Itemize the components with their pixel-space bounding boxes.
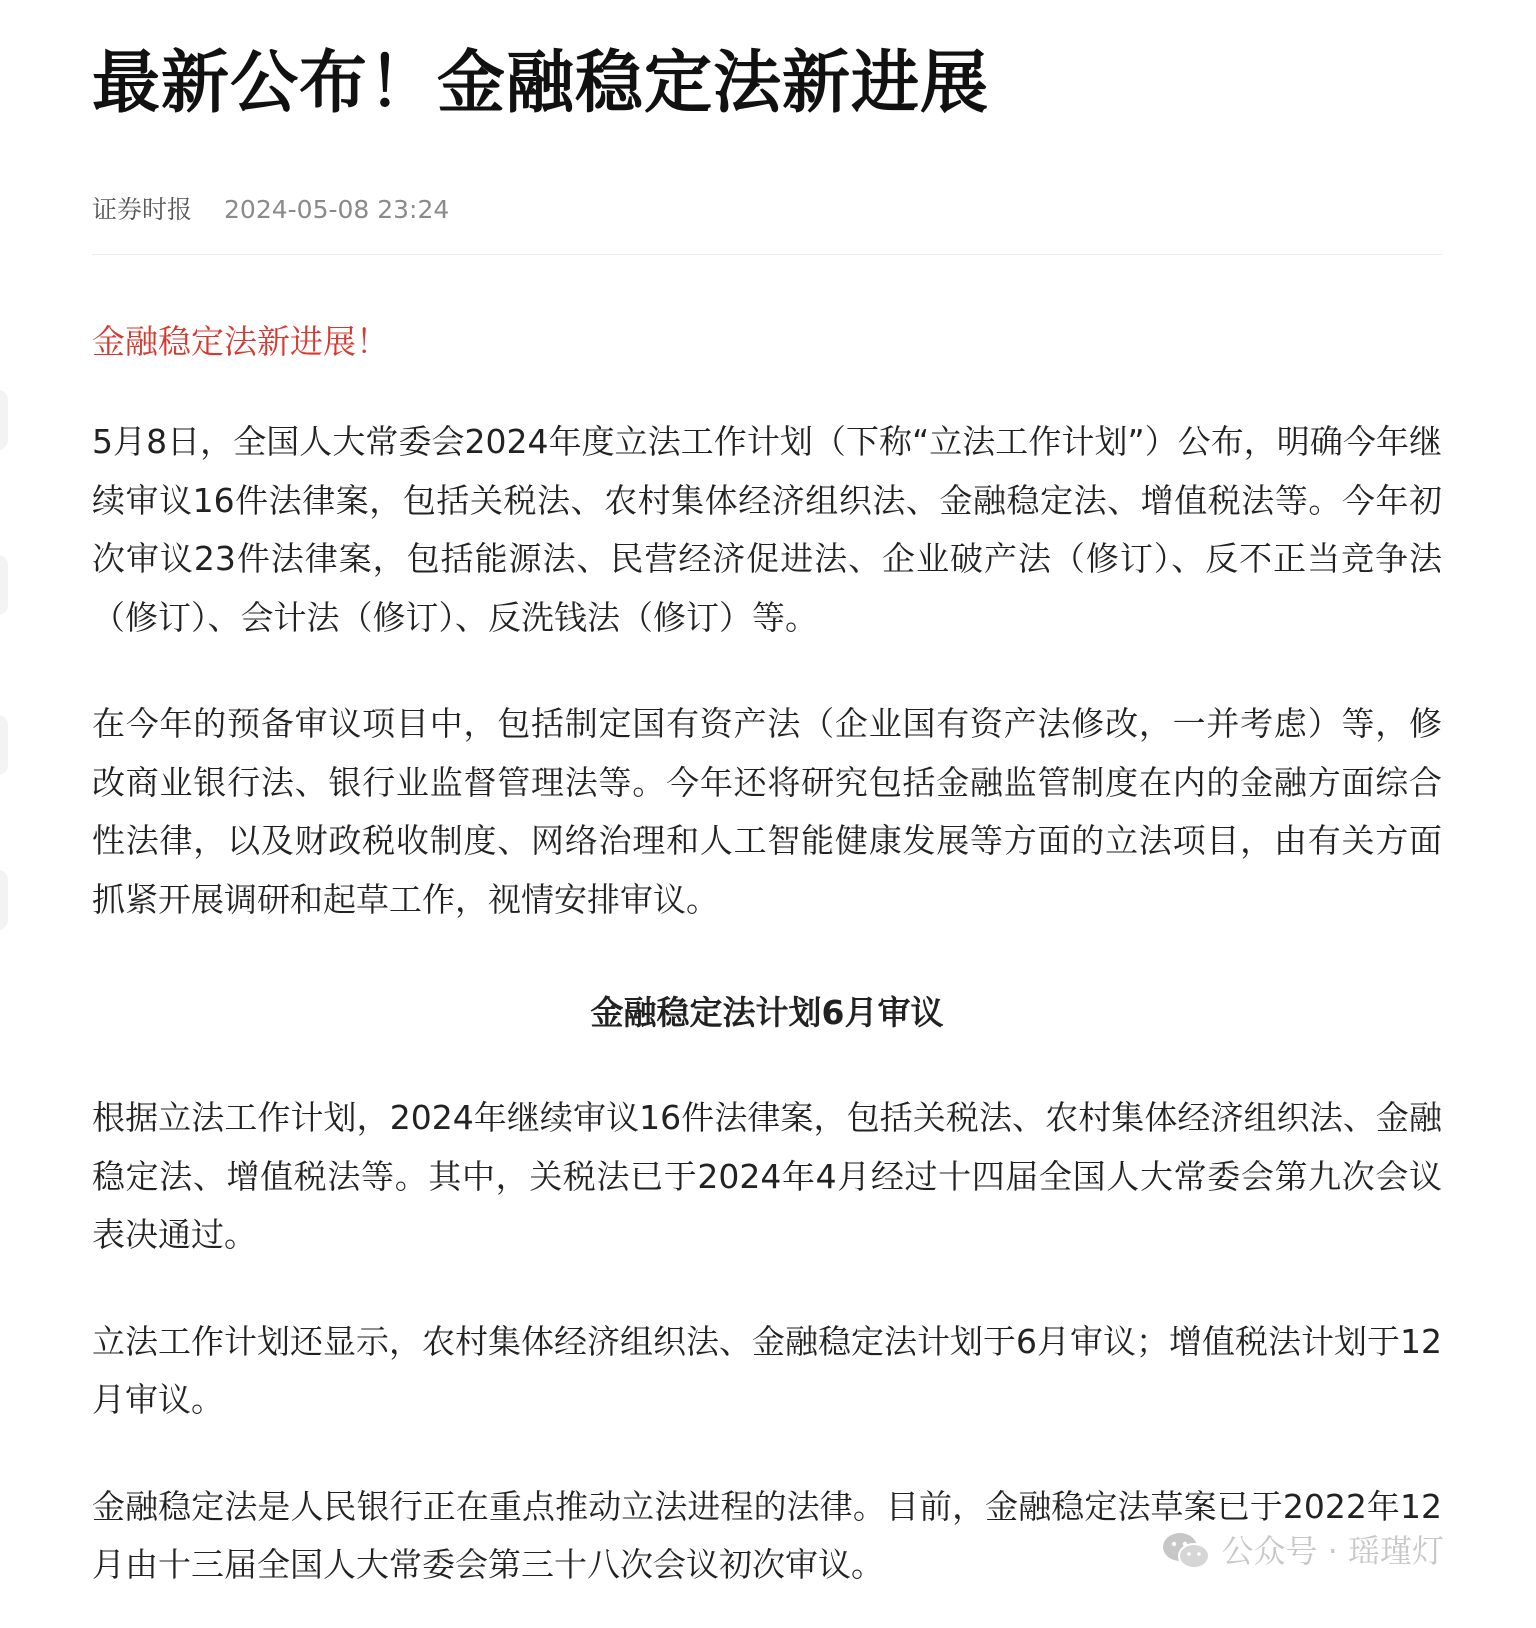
paragraph-4: 立法工作计划还显示，农村集体经济组织法、金融稳定法计划于6月审议；增值税法计划于12月审议。 <box>92 1321 1442 1419</box>
article-source[interactable]: 证券时报 <box>92 195 193 224</box>
article-lead: 金融稳定法新进展！ <box>92 322 389 361</box>
paragraph-2: 在今年的预备审议项目中，包括制定国有资产法（企业国有资产法修改，一并考虑）等，修改商业银行法、银行业监督管理法等。今年还将研究包括金融监管制度在内的金融方面综合性法律，以及财政税收制度、网络治理和人工智能健康发展等方面的立法项目，由有关方面抓紧开展调研和起草工作，视情安排审议。 <box>92 704 1442 919</box>
article-timestamp: 2024-05-08 23:24 <box>224 195 450 224</box>
watermark <box>1161 1530 1444 1572</box>
left-edge-tab-4 <box>0 870 8 930</box>
paragraph-5: 金融稳定法是人民银行正在重点推动立法进程的法律。目前，金融稳定法草案已于2022年12月由十三届全国人大常委会第三十八次会议初次审议。 <box>92 1486 1442 1584</box>
article <box>92 0 1472 1628</box>
left-edge-tab-2 <box>0 555 8 615</box>
section-subheading: 金融稳定法计划6月审议 <box>590 993 944 1032</box>
wechat-icon <box>1161 1530 1211 1572</box>
article-meta <box>92 190 1472 230</box>
watermark-text: 公众号 · 瑶瑾灯 <box>1221 1532 1444 1570</box>
left-edge-tab-1 <box>0 390 8 450</box>
meta-divider <box>92 254 1442 255</box>
left-edge-tab-3 <box>0 715 8 775</box>
paragraph-3: 根据立法工作计划，2024年继续审议16件法律案，包括关税法、农村集体经济组织法、金融稳定法、增值税法等。其中，关税法已于2024年4月经过十四届全国人大常委会第九次会议表决通过。 <box>92 1098 1442 1254</box>
paragraph-1: 5月8日，全国人大常委会2024年度立法工作计划（下称“立法工作计划”）公布，明确今年继续审议16件法律案，包括关税法、农村集体经济组织法、金融稳定法、增值税法等。今年初次审议23件法律案，包括能源法、民营经济促进法、企业破产法（修订）、反不正当竞争法（修订）、会计法（修订）、反洗钱法（修订）等。 <box>92 422 1442 637</box>
article-title: 最新公布！金融稳定法新进展 <box>92 44 990 123</box>
